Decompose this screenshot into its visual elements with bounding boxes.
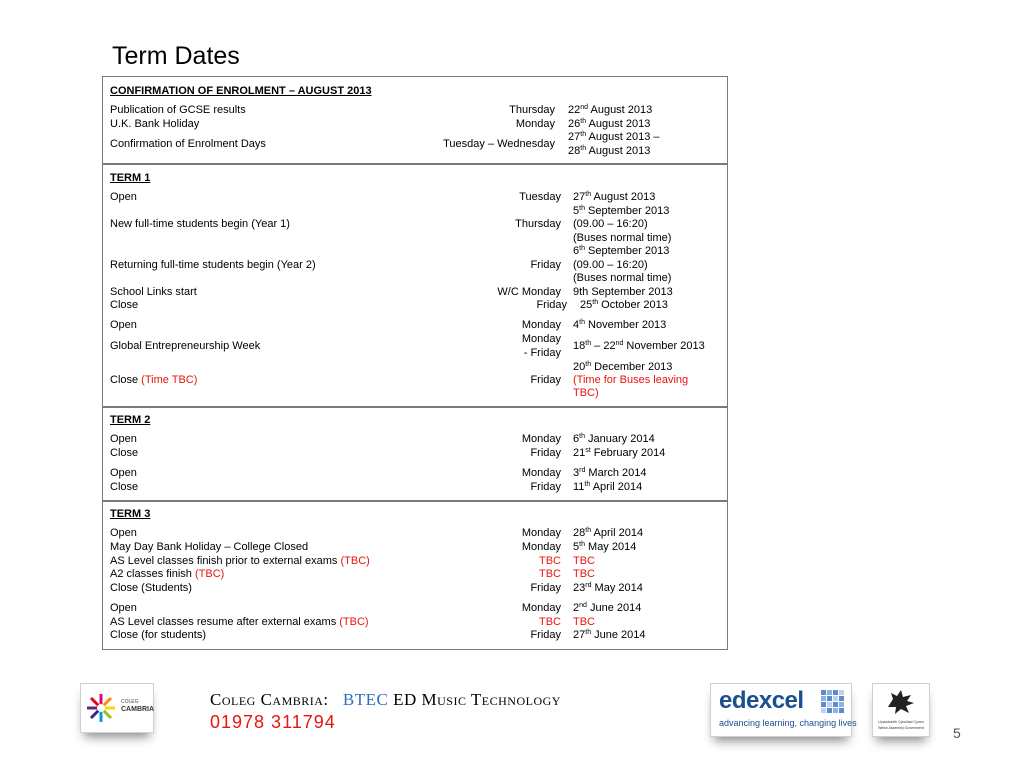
welsh-dragon-icon <box>885 687 917 717</box>
term1-section: TERM 1 Open Tuesday 27th August 2013 5th September 2013 New full-time students begin (Year 1) Thursday (09.00 – 16:20) (Buses normal time) 6th September 2013 Returning full-time students begin (Year 2) Friday (09.00 – 16:20) (Buses normal time) School Links start W/C Monday 9th September 2013 Close Friday 25th October 2013 Open Monday 4th November 2013 Global Entrepreneurship Week Monday - Friday 18th – 22nd November 2013 20th December 2013 Close (Time TBC) Friday (Time for Buses leaving TBC) <box>103 165 727 408</box>
edexcel-logo <box>710 683 857 737</box>
coleg-cambria-logo <box>80 683 154 733</box>
edexcel-grid-icon <box>821 690 845 714</box>
page-title: Term Dates <box>112 42 240 70</box>
welsh-assembly-logo <box>872 683 930 737</box>
term2-section: TERM 2 Open Monday 6th January 2014 Close Friday 21st February 2014 Open Monday 3rd March 2014 Close Friday 11th April 2014 <box>103 408 727 502</box>
banner-phone: 01978 311794 <box>210 712 336 732</box>
term3-heading: TERM 3 <box>110 508 151 520</box>
term2-heading: TERM 2 <box>110 414 151 426</box>
enrolment-section: CONFIRMATION OF ENROLMENT – AUGUST 2013 Publication of GCSE results Thursday 22nd August 2013 U.K. Bank Holiday Monday 26th August 2013 Confirmation of Enrolment Days Tuesday – Wednesday 27th August 2013 – 28th August 2013 <box>103 77 727 165</box>
term-dates-document <box>102 76 728 650</box>
cambria-logo-word1: COLEG <box>121 699 139 705</box>
term1-heading: TERM 1 <box>110 172 151 184</box>
term3-section: TERM 3 Open Monday 28th April 2014 May Day Bank Holiday – College Closed Monday 5th May 2014 AS Level classes finish prior to external exams (TBC) TBC TBC A2 classes finish (TBC) TBC TBC Close (Students) Friday 23rd May 2014 Open Monday 2nd June 2014 AS Level classes resume after external exams (TBC) TBC TBC Close (for students) Friday 27th June 2014 <box>110 508 646 641</box>
banner-title: Coleg Cambria: BTEC ED Music Technology <box>210 690 561 709</box>
welsh-text-cy: Llywodraeth Cynulliad Cymru <box>878 720 924 724</box>
cambria-logo-word2: CAMBRIA <box>121 706 155 713</box>
welsh-text-en: Welsh Assembly Government <box>878 726 924 730</box>
enrolment-heading: CONFIRMATION OF ENROLMENT – AUGUST 2013 <box>110 85 372 97</box>
edexcel-tagline: advancing learning, changing lives <box>719 718 857 728</box>
edexcel-wordmark: edexcel <box>719 687 804 714</box>
slide-number: 5 <box>953 725 961 741</box>
